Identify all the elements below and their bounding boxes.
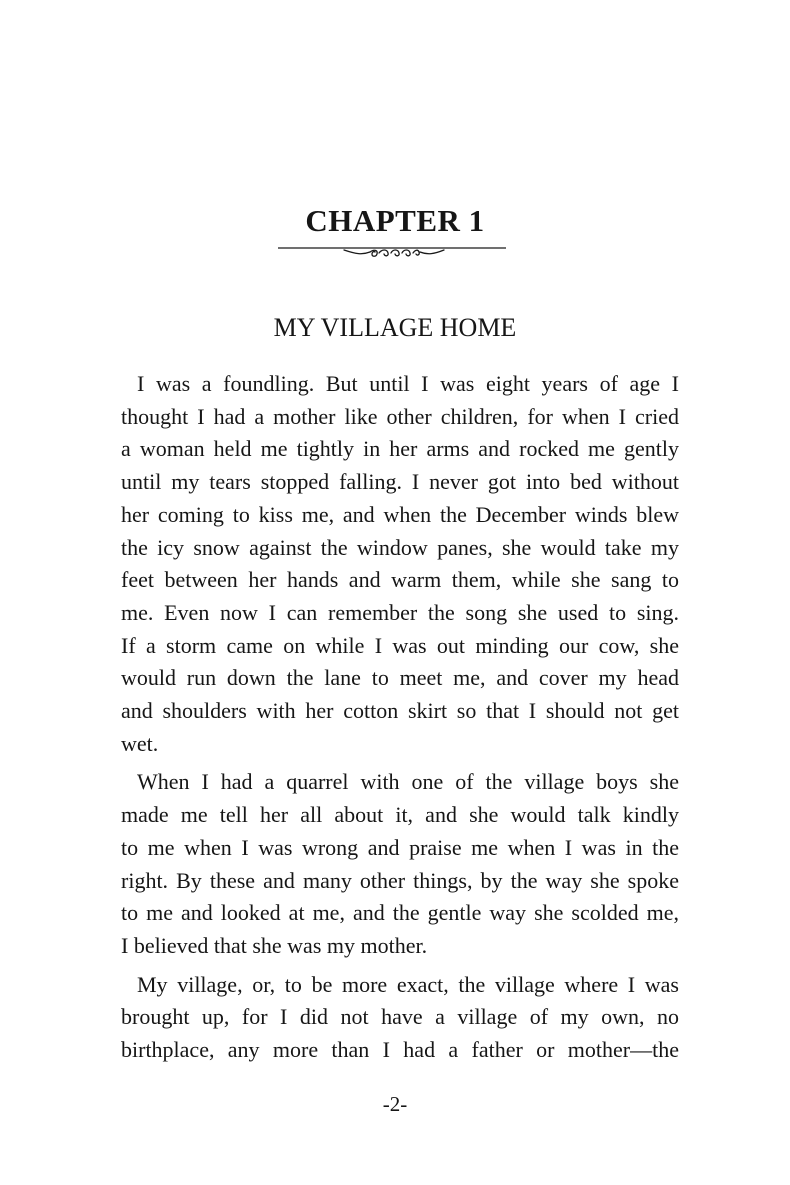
paragraph — [105, 368, 679, 760]
text-line: My village, or, to be more exact, the village where I was — [137, 971, 679, 997]
text-line: thought I had a mother like other children, for when I cried — [121, 403, 679, 429]
text-line: her coming to kiss me, and when the December winds blew — [121, 501, 679, 527]
chapter-title: CHAPTER 1 — [305, 203, 485, 238]
text-line: wet. — [121, 730, 159, 756]
section-title: MY VILLAGE HOME — [273, 313, 517, 342]
text-line: to me when I was wrong and praise me when I was in the — [121, 834, 679, 860]
paragraph — [105, 766, 679, 962]
text-line: right. By these and many other things, by the way she spoke — [121, 867, 679, 893]
text-line: a woman held me tightly in her arms and rocked me gently — [121, 436, 679, 462]
text-line: When I had a quarrel with one of the village boys she — [137, 769, 679, 795]
text-line: brought up, for I did not have a village of my own, no — [121, 1004, 679, 1030]
text-line: until my tears stopped falling. I never got into bed without — [121, 469, 679, 495]
text-line: me. Even now I can remember the song she used to sing. — [121, 599, 679, 625]
text-line: the icy snow against the window panes, she would take my — [121, 534, 679, 560]
text-line: If a storm came on while I was out minding our cow, she — [121, 632, 679, 658]
text-line: I believed that she was my mother. — [121, 932, 428, 958]
text-line: birthplace, any more than I had a father or mother—the — [121, 1037, 679, 1063]
text-line: to me and looked at me, and the gentle way she scolded me, — [121, 900, 679, 926]
text-line: would run down the lane to meet me, and cover my head — [121, 665, 679, 691]
text-line: I was a foundling. But until I was eight years of age I — [137, 371, 679, 396]
text-line: and shoulders with her cotton skirt so that I should not get — [121, 698, 679, 724]
page-number: -2- — [382, 1092, 408, 1116]
paragraph — [105, 969, 679, 1067]
text-line: feet between her hands and warm them, while she sang to — [121, 567, 679, 593]
text-line: made me tell her all about it, and she would talk kindly — [121, 802, 679, 828]
body-text — [105, 368, 679, 1073]
flourish-divider-icon — [278, 238, 506, 262]
